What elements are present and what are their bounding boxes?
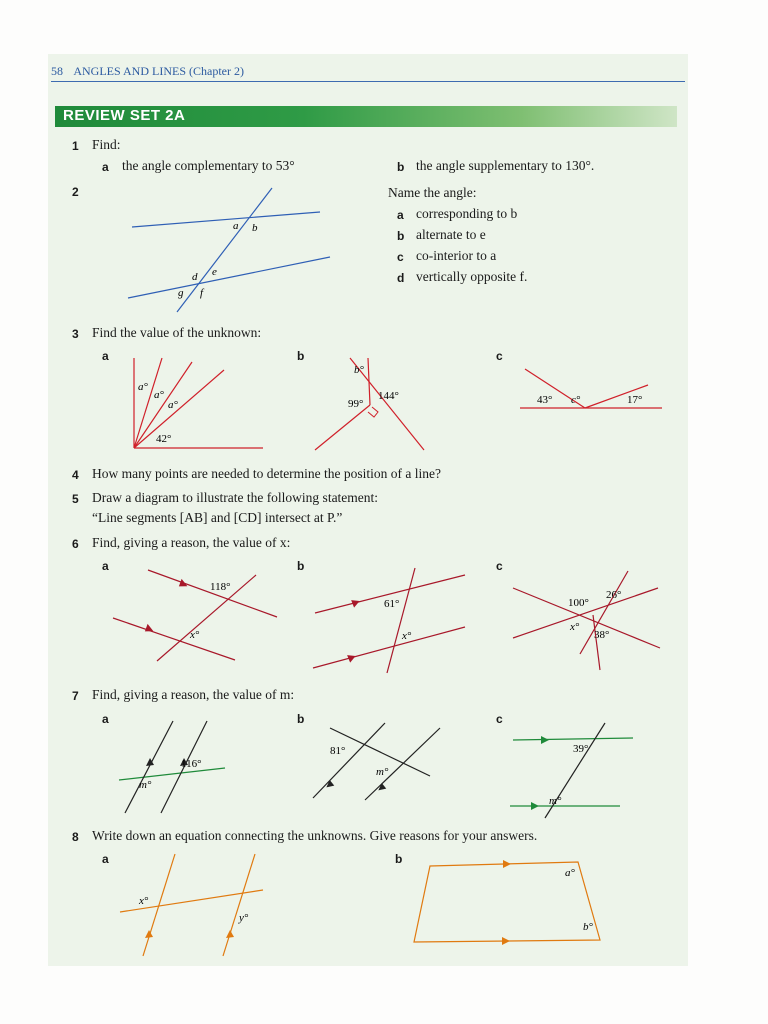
q3-number: 3 bbox=[72, 327, 79, 341]
running-header bbox=[51, 64, 685, 82]
q6-a-label: a bbox=[102, 559, 109, 573]
q3-c-label: c bbox=[496, 349, 503, 363]
chapter-title: ANGLES AND LINES (Chapter 2) bbox=[73, 64, 244, 78]
q3a-label-a3: a° bbox=[168, 399, 178, 411]
q2-part-c-label: c bbox=[397, 250, 404, 264]
q8-number: 8 bbox=[72, 830, 79, 844]
q1-b-label: b bbox=[397, 160, 405, 174]
q3a-label-a2: a° bbox=[154, 389, 164, 401]
q2-part-c-text: co-interior to a bbox=[416, 248, 497, 263]
q7a-label-116: 116° bbox=[181, 758, 202, 770]
q2-label-a: a bbox=[233, 220, 239, 232]
q3c-label-43: 43° bbox=[537, 394, 553, 406]
q6c-label-26: 26° bbox=[606, 589, 622, 601]
q6a-label-118: 118° bbox=[210, 581, 231, 593]
q2-label-d: d bbox=[192, 271, 198, 283]
q1-a-label: a bbox=[102, 160, 109, 174]
q8-text: Write down an equation connecting the unknowns. Give reasons for your answers. bbox=[92, 828, 538, 843]
section-title: REVIEW SET 2A bbox=[63, 107, 186, 124]
q6c-label-38: 38° bbox=[594, 629, 610, 641]
q5-quote: “Line segments [AB] and [CD] intersect at P.” bbox=[92, 510, 343, 525]
q5-number: 5 bbox=[72, 492, 79, 506]
q6b-diagram bbox=[310, 565, 470, 675]
q7b-label-81: 81° bbox=[330, 745, 346, 757]
q6c-diagram bbox=[508, 568, 668, 673]
q2-line-top bbox=[132, 212, 320, 227]
q1-b-text: the angle supplementary to 130°. bbox=[416, 158, 595, 173]
q2-part-a-text: corresponding to b bbox=[416, 206, 518, 221]
q6c-label-x: x° bbox=[570, 621, 580, 633]
q3b-label-b: b° bbox=[354, 364, 364, 376]
q7-number: 7 bbox=[72, 689, 79, 703]
q8a-diagram bbox=[115, 850, 265, 960]
q2-part-b-text: alternate to e bbox=[416, 227, 486, 242]
q7c-label-m: m° bbox=[549, 795, 562, 807]
q2-part-a-label: a bbox=[397, 208, 404, 222]
q2-label-f: f bbox=[200, 287, 204, 299]
q3b-diagram bbox=[312, 355, 437, 455]
q7c-label-39: 39° bbox=[573, 743, 589, 755]
q2-part-d-label: d bbox=[397, 271, 405, 285]
q7b-label-m: m° bbox=[376, 766, 389, 778]
q8-b-label: b bbox=[395, 852, 403, 866]
q3b-label-144: 144° bbox=[378, 390, 399, 402]
q2-line-bottom bbox=[128, 257, 330, 298]
q1-text: Find: bbox=[92, 137, 121, 152]
q4-text: How many points are needed to determine the position of a line? bbox=[92, 466, 442, 481]
q3c-diagram bbox=[515, 365, 665, 415]
q8a-label-y: y° bbox=[239, 912, 249, 924]
q3a-label-42: 42° bbox=[156, 433, 172, 445]
q8-a-label: a bbox=[102, 852, 109, 866]
q3-text: Find the value of the unknown: bbox=[92, 325, 262, 340]
q6-c-label: c bbox=[496, 559, 503, 573]
q6-number: 6 bbox=[72, 537, 79, 551]
q7c-diagram bbox=[505, 720, 640, 820]
q6-text: Find, giving a reason, the value of x: bbox=[92, 535, 291, 550]
page-number: 58 bbox=[51, 64, 63, 78]
q7a-diagram bbox=[115, 718, 230, 818]
q2-number: 2 bbox=[72, 185, 79, 199]
q3c-label-17: 17° bbox=[627, 394, 643, 406]
q6b-label-x: x° bbox=[402, 630, 412, 642]
q6a-diagram bbox=[110, 565, 285, 665]
q8b-label-a: a° bbox=[565, 867, 575, 879]
q8b-label-b: b° bbox=[583, 921, 593, 933]
q8b-diagram bbox=[410, 858, 610, 948]
q5-text: Draw a diagram to illustrate the following statement: bbox=[92, 490, 379, 505]
q2-label-e: e bbox=[212, 266, 217, 278]
q3a-diagram bbox=[120, 350, 270, 455]
q6b-label-61: 61° bbox=[384, 598, 400, 610]
q6c-label-100: 100° bbox=[568, 597, 589, 609]
q7a-label-m: m° bbox=[139, 779, 152, 791]
q2-transversal bbox=[177, 188, 272, 312]
q3b-label-99: 99° bbox=[348, 398, 364, 410]
q6a-label-x: x° bbox=[190, 629, 200, 641]
q3a-label-a1: a° bbox=[138, 381, 148, 393]
q3c-label-c: c° bbox=[571, 394, 581, 406]
q2-diagram bbox=[120, 185, 340, 315]
q8a-label-x: x° bbox=[139, 895, 149, 907]
q3-a-label: a bbox=[102, 349, 109, 363]
q7-a-label: a bbox=[102, 712, 109, 726]
q7-text: Find, giving a reason, the value of m: bbox=[92, 687, 295, 702]
q2-label-b: b bbox=[252, 222, 258, 234]
q7b-diagram bbox=[310, 720, 445, 805]
q2-prompt: Name the angle: bbox=[388, 185, 477, 200]
q7-b-label: b bbox=[297, 712, 305, 726]
q7-c-label: c bbox=[496, 712, 503, 726]
q1-a-text: the angle complementary to 53° bbox=[122, 158, 295, 173]
q4-number: 4 bbox=[72, 468, 79, 482]
section-banner bbox=[55, 106, 677, 127]
q2-label-g: g bbox=[178, 287, 184, 299]
q3-b-label: b bbox=[297, 349, 305, 363]
q2-part-d-text: vertically opposite f. bbox=[416, 269, 528, 284]
q2-part-b-label: b bbox=[397, 229, 405, 243]
q1-number: 1 bbox=[72, 139, 79, 153]
q6-b-label: b bbox=[297, 559, 305, 573]
